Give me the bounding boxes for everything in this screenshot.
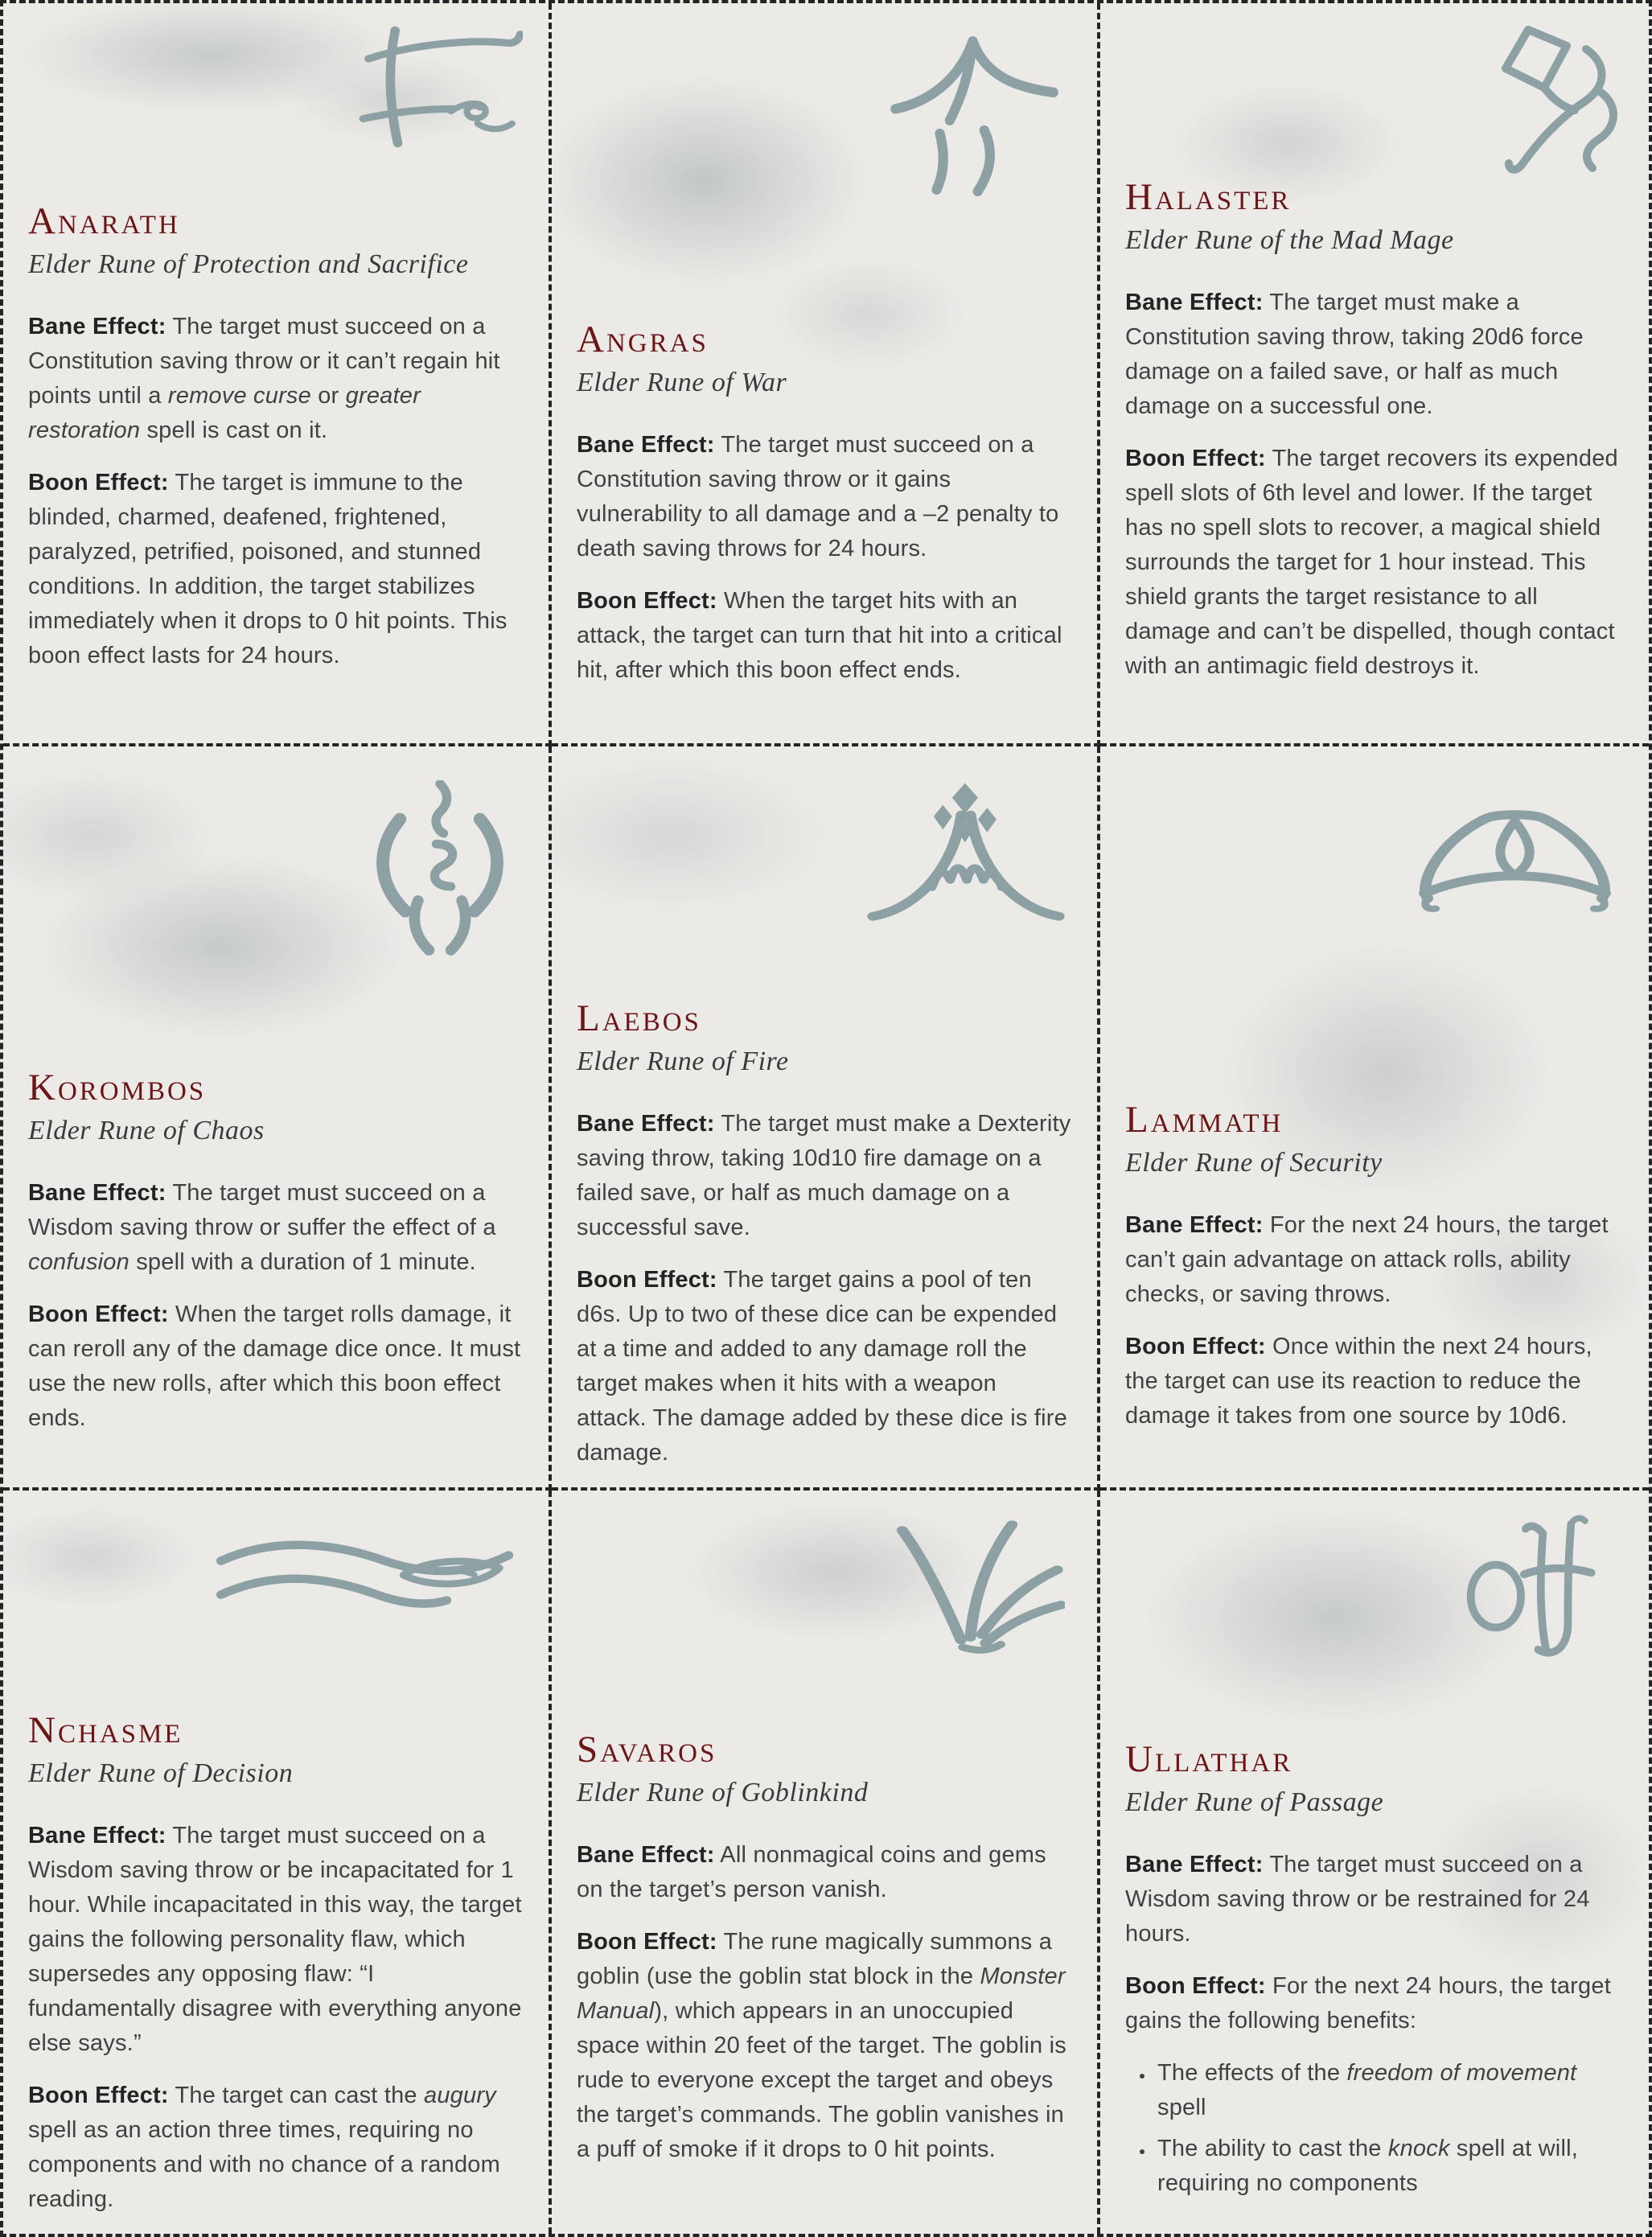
- lammath-rune-icon: [1408, 785, 1621, 914]
- card-subtitle: Elder Rune of Goblinkind: [577, 1777, 869, 1807]
- effect-paragraph: [1125, 1208, 1624, 1312]
- laebos-rune-icon: [865, 780, 1066, 925]
- text-segment: The target must succeed on a Wisdom saving throw or be restrained for 24 hours.: [1125, 1851, 1590, 1947]
- rune-card-lammath: [1100, 746, 1649, 1490]
- effect-label: Bane Effect:: [28, 314, 166, 339]
- text-segment: spell at will, requiring no components: [1157, 2135, 1578, 2196]
- card-text: [28, 1709, 524, 2234]
- text-segment: The target must make a Dexterity saving throw, taking 10d10 fire damage on a failed save, or half as much damage on a successful save.: [577, 1111, 1071, 1241]
- effect-paragraph: [28, 1176, 524, 1280]
- text-segment: The ability to cast the: [1157, 2135, 1388, 2161]
- text-segment: spell is cast on it.: [140, 417, 328, 443]
- effect-paragraph: [577, 1107, 1072, 1245]
- card-title: Nchasme: [28, 1709, 183, 1751]
- card-text: [28, 1067, 524, 1454]
- effect-label: Boon Effect:: [28, 1301, 169, 1328]
- effect-label: Boon Effect:: [1125, 1972, 1266, 1999]
- effect-paragraph: [1125, 1969, 1624, 2038]
- nchasme-rune-icon: [215, 1524, 516, 1609]
- italic-term: knock: [1387, 2135, 1450, 2161]
- text-segment: The target must make a Constitution saving throw, taking 20d6 force damage on a failed save, or half as much damage on a successful one.: [1125, 290, 1584, 419]
- text-segment: The target gains a pool of ten d6s. Up to two of these dice can be expended at a time and added to any damage roll the target makes when it hits with a weapon attack. The damage added by these dice is fire damage.: [577, 1267, 1067, 1466]
- card-text: [1125, 1738, 1624, 2207]
- effect-paragraph: [1125, 1330, 1624, 1433]
- effect-paragraph: [577, 1263, 1072, 1470]
- card-body: [28, 1176, 524, 1436]
- effect-label: Bane Effect:: [577, 432, 715, 458]
- rune-card-halaster: [1100, 3, 1649, 746]
- italic-term: augury: [424, 2082, 496, 2108]
- card-title: Anarath: [28, 200, 180, 242]
- text-segment: The rune magically summons a goblin (use the goblin stat block in the: [577, 1928, 1053, 1989]
- text-segment: The target must succeed on a Wisdom saving throw or suffer the effect of a: [28, 1180, 496, 1241]
- effect-paragraph: [28, 1297, 524, 1436]
- text-segment: When the target rolls damage, it can reroll any of the damage dice once. It must use the new rolls, after which this boon effect ends.: [28, 1301, 521, 1432]
- effect-label: Boon Effect:: [1125, 1334, 1266, 1360]
- card-title: Laebos: [577, 997, 701, 1040]
- italic-term: remove curse: [167, 383, 311, 409]
- effect-label: Bane Effect:: [28, 1822, 166, 1848]
- card-subtitle: Elder Rune of Passage: [1125, 1787, 1384, 1817]
- card-text: [577, 319, 1072, 705]
- card-subtitle: Elder Rune of Security: [1125, 1148, 1383, 1178]
- card-subtitle: Elder Rune of Decision: [28, 1758, 294, 1788]
- card-subtitle: Elder Rune of Protection and Sacrifice: [28, 249, 469, 279]
- card-title: Lammath: [1125, 1099, 1284, 1141]
- effect-paragraph: [28, 1819, 524, 2061]
- ullathar-rune-icon: [1461, 1515, 1610, 1672]
- effect-paragraph: [577, 428, 1072, 566]
- card-text: [1125, 176, 1624, 701]
- text-segment: The target must succeed on a Wisdom saving throw or be incapacitated for 1 hour. While incapacitated in this way, the target gains the following personality flaw, which supersedes any opposing flaw: “I fundamentally disagree with everything anyone else says.”: [28, 1822, 522, 2056]
- card-title: Ullathar: [1125, 1737, 1293, 1780]
- angras-rune-icon: [882, 31, 1063, 196]
- text-segment: For the next 24 hours, the target can’t gain advantage on attack rolls, ability checks, or saving throws.: [1125, 1212, 1609, 1308]
- card-subtitle: Elder Rune of Chaos: [28, 1116, 265, 1146]
- text-segment: spell with a duration of 1 minute.: [129, 1249, 476, 1276]
- effect-label: Boon Effect:: [28, 470, 169, 496]
- benefit-item: [1154, 2132, 1624, 2201]
- card-body: [1125, 286, 1624, 684]
- card-title: Savaros: [577, 1728, 717, 1770]
- card-body: [1125, 1208, 1624, 1433]
- text-segment: Once within the next 24 hours, the target can use its reaction to reduce the damage it takes from one source by 10d6.: [1125, 1334, 1592, 1429]
- card-title: Angras: [577, 319, 709, 360]
- effect-label: Bane Effect:: [28, 1180, 166, 1207]
- card-title: Korombos: [28, 1067, 207, 1109]
- text-segment: When the target hits with an attack, the target can turn that hit into a critical hit, after which this boon effect ends.: [577, 588, 1062, 683]
- italic-term: greater restoration: [28, 383, 421, 443]
- card-body: [577, 1107, 1072, 1470]
- benefit-item: [1154, 2056, 1624, 2125]
- savaros-rune-icon: [876, 1516, 1065, 1657]
- effect-label: Boon Effect:: [577, 1928, 717, 1955]
- rune-card-angras: [552, 3, 1100, 746]
- text-segment: All nonmagical coins and gems on the target’s person vanish.: [577, 1841, 1046, 1902]
- effect-label: Bane Effect:: [577, 1111, 715, 1137]
- halaster-rune-icon: [1473, 23, 1626, 184]
- text-segment: For the next 24 hours, the target gains the following benefits:: [1125, 1972, 1611, 2033]
- card-text: [1125, 1099, 1624, 1451]
- rune-card-korombos: [3, 746, 552, 1490]
- rune-card-savaros: [552, 1491, 1100, 2234]
- effect-paragraph: [1125, 1848, 1624, 1951]
- effect-paragraph: [28, 310, 524, 448]
- anarath-rune-icon: [350, 26, 523, 148]
- card-title: Halaster: [1125, 176, 1292, 218]
- text-segment: The target is immune to the blinded, charmed, deafened, frightened, paralyzed, petrified, poisoned, and stunned conditions. In addition, the target stabilizes immediately when it drops to 0 hit points. This boon effect lasts for 24 hours.: [28, 470, 508, 668]
- effect-label: Bane Effect:: [1125, 290, 1264, 315]
- effect-paragraph: [28, 2079, 524, 2217]
- effect-label: Bane Effect:: [1125, 1851, 1264, 1877]
- effect-paragraph: [577, 1925, 1072, 2167]
- text-segment: spell: [1157, 2094, 1206, 2120]
- effect-paragraph: [577, 1838, 1072, 1907]
- text-segment: The target recovers its expended spell slots of 6th level and lower. If the target has no spell slots to recover, a magical shield surrounds the target for 1 hour instead. This shield grants the target resistance to all damage and can’t be dispelled, though contact with an antimagic field destroys it.: [1125, 446, 1618, 679]
- korombos-rune-icon: [364, 780, 516, 957]
- effect-label: Boon Effect:: [1125, 446, 1266, 471]
- benefit-list: [1130, 2056, 1624, 2201]
- effect-label: Boon Effect:: [577, 588, 717, 614]
- effect-label: Boon Effect:: [28, 2082, 169, 2108]
- card-subtitle: Elder Rune of War: [577, 368, 787, 397]
- card-body: [577, 428, 1072, 688]
- card-subtitle: Elder Rune of Fire: [577, 1047, 789, 1077]
- card-body: [577, 1838, 1072, 2167]
- rune-card-anarath: [3, 3, 552, 746]
- rune-card-laebos: [552, 746, 1100, 1490]
- effect-paragraph: [28, 466, 524, 673]
- effect-label: Bane Effect:: [1125, 1212, 1264, 1239]
- text-segment: or: [310, 383, 346, 409]
- card-text: [577, 1729, 1072, 2185]
- card-body: [28, 1819, 524, 2217]
- effect-label: Boon Effect:: [577, 1267, 717, 1293]
- effect-paragraph: [577, 584, 1072, 688]
- rune-card-nchasme: [3, 1491, 552, 2234]
- italic-term: confusion: [28, 1249, 129, 1276]
- italic-term: Monster Manual: [577, 1963, 1066, 2024]
- card-body: [28, 310, 524, 673]
- effect-paragraph: [1125, 442, 1624, 684]
- italic-term: freedom of movement: [1346, 2059, 1577, 2086]
- effect-paragraph: [1125, 286, 1624, 424]
- text-segment: The target can cast the: [175, 2082, 424, 2108]
- text-segment: The target must succeed on a Constitution saving throw or it can’t regain hit points until a: [28, 314, 500, 409]
- text-segment: ), which appears in an unoccupied space within 20 feet of the target. The goblin is rude to everyone except the target and obeys the target’s commands. The goblin vanishes in a puff of smoke if it drops to 0 hit points.: [577, 1997, 1066, 2162]
- card-text: [28, 200, 524, 691]
- card-body: [1125, 1848, 1624, 2201]
- effect-label: Bane Effect:: [577, 1841, 715, 1868]
- text-segment: spell as an action three times, requiring no components and with no chance of a random reading.: [28, 2116, 500, 2212]
- text-segment: The target must succeed on a Constitution saving throw or it gains vulnerability to all damage and a –2 penalty to death saving throws for 24 hours.: [577, 432, 1059, 561]
- card-subtitle: Elder Rune of the Mad Mage: [1125, 225, 1454, 255]
- text-segment: The effects of the: [1157, 2059, 1347, 2086]
- rune-card-ullathar: [1100, 1491, 1649, 2234]
- card-text: [577, 997, 1072, 1488]
